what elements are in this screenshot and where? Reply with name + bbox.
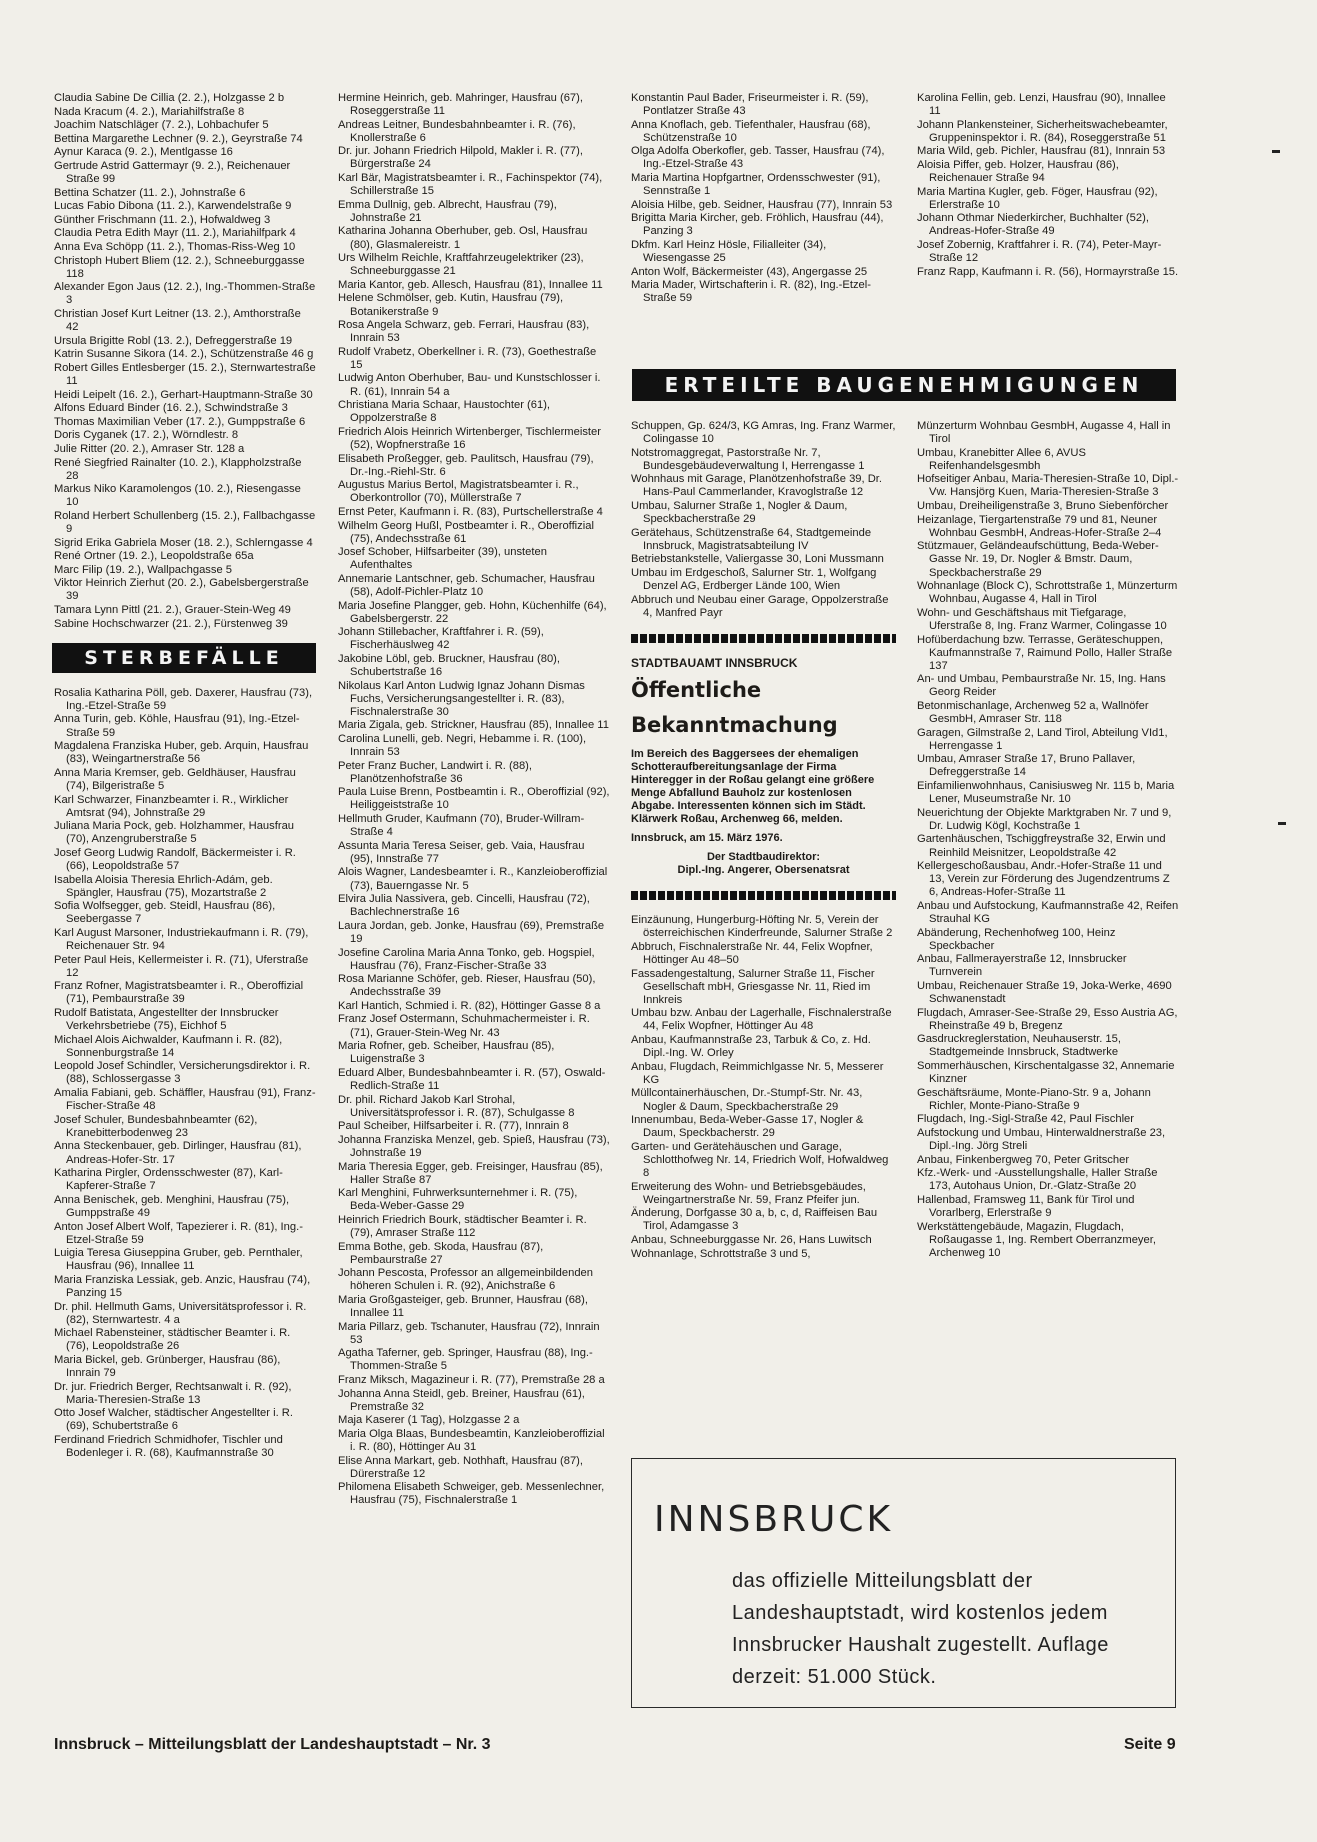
list-item: Johanna Franziska Menzel, geb. Spieß, Hausfrau (73), Johnstraße 19 — [338, 1133, 610, 1159]
column-2 — [338, 92, 610, 1508]
list-item: Karl Schwarzer, Finanzbeamter i. R., Wirklicher Amtsrat (94), Johnstraße 29 — [54, 793, 289, 819]
deaths-list-4 — [917, 92, 1179, 279]
list-item: Agatha Taferner, geb. Springer, Hausfrau (88), Ing.-Thommen-Straße 5 — [338, 1347, 593, 1373]
list-item: Maja Kaserer (1 Tag), Holzgasse 2 a — [338, 1414, 520, 1427]
notice-signer: Dipl.-Ing. Angerer, Obersenatsrat — [677, 864, 850, 877]
list-item: Hofseitiger Anbau, Maria-Theresien-Straße 10, Dipl.-Vw. Hansjörg Kuen, Maria-Theresien-Straße 3 — [917, 473, 1179, 499]
list-item: Claudia Petra Edith Mayr (11. 2.), Mariahilfpark 4 — [54, 227, 296, 240]
list-item: Michael Rabensteiner, städtischer Beamter i. R. (76), Leopoldstraße 26 — [54, 1327, 291, 1353]
list-item: Hofüberdachung bzw. Terrasse, Geräteschuppen, Kaufmannstraße 7, Raimund Pollo, Haller Straße 137 — [917, 633, 1173, 672]
list-item: Friedrich Alois Heinrich Wirtenberger, Tischlermeister (52), Wopfnerstraße 16 — [338, 425, 601, 451]
list-item: Wohnanlage (Block C), Schrottstraße 1, Münzerturm Wohnbau, Augasse 4, Hall in Tirol — [917, 580, 1178, 606]
list-item: Maria Großgasteiger, geb. Brunner, Hausfrau (68), Innallee 11 — [338, 1293, 588, 1320]
list-item: Flugdach, Amraser-See-Straße 29, Esso Austria AG, Rheinstraße 49 b, Bregenz — [917, 1006, 1178, 1032]
list-item: Josef Georg Ludwig Randolf, Bäckermeister i. R. (66), Leopoldstraße 57 — [54, 846, 296, 872]
list-item: Paula Luise Brenn, Postbeamtin i. R., Oberoffizial (92), Heiliggeiststraße 10 — [338, 786, 610, 812]
list-item: Bettina Schatzer (11. 2.), Johnstraße 6 — [54, 186, 246, 199]
list-item: René Siegfried Rainalter (10. 2.), Klappholzstraße 28 — [54, 456, 302, 482]
separator-rule — [631, 634, 896, 643]
list-item: Elise Anna Markart, geb. Nothhaft, Hausfrau (87), Dürerstraße 12 — [338, 1454, 584, 1480]
column-3 — [631, 92, 896, 306]
list-item: Umbau, Salurner Straße 1, Nogler & Daum, Speckbacherstraße 29 — [631, 500, 848, 526]
list-item: Anna Eva Schöpp (11. 2.), Thomas-Riss-Weg 10 — [54, 241, 296, 254]
list-item: Maria Bickel, geb. Grünberger, Hausfrau (86), Innrain 79 — [54, 1353, 281, 1380]
list-item: Heizanlage, Tiergartenstraße 79 und 81, Neuner Wohnbau GesmbH, Andreas-Hofer-Straße 2–4 — [917, 513, 1162, 539]
list-item: Dkfm. Karl Heinz Hösle, Filialleiter (34), Wiesengasse 25 — [631, 239, 827, 265]
list-item: Karl August Marsoner, Industriekaufmann i. R. (79), Reichenauer Str. 94 — [54, 926, 309, 953]
list-item: Hermine Heinrich, geb. Mahringer, Hausfrau (67), Roseggerstraße 11 — [338, 92, 583, 118]
list-item: Sabine Hochschwarzer (21. 2.), Fürstenweg 39 — [54, 617, 288, 630]
list-item: Konstantin Paul Bader, Friseurmeister i. R. (59), Pontlatzer Straße 43 — [631, 92, 869, 118]
column-1 — [54, 92, 316, 1461]
list-item: Maria Wild, geb. Pichler, Hausfrau (81), Innrain 53 — [917, 145, 1166, 158]
list-item: Sigrid Erika Gabriela Moser (18. 2.), Schlerngasse 4 — [54, 536, 313, 549]
list-item: Schuppen, Gp. 624/3, KG Amras, Ing. Franz Warmer, Colingasse 10 — [631, 420, 896, 446]
list-item: Laura Jordan, geb. Jonke, Hausfrau (69), Premstraße 19 — [338, 919, 605, 945]
list-item: Elisabeth Proßegger, geb. Paulitsch, Hausfrau (79), Dr.-Ing.-Riehl-Str. 6 — [338, 452, 594, 478]
list-item: Umbau, Kranebitter Allee 6, AVUS Reifenhandelsgesmbh — [917, 446, 1086, 472]
list-item: Aloisia Hilbe, geb. Seidner, Hausfrau (77), Innrain 53 — [631, 198, 893, 211]
list-item: Rosalia Katharina Pöll, geb. Daxerer, Hausfrau (73), Ing.-Etzel-Straße 59 — [54, 686, 313, 712]
list-item: Flugdach, Ing.-Sigl-Straße 42, Paul Fischler — [917, 1113, 1135, 1126]
list-item: Roland Herbert Schullenberg (15. 2.), Fallbachgasse 9 — [54, 509, 316, 535]
list-item: Franz Miksch, Magazineur i. R. (77), Premstraße 28 a — [338, 1374, 605, 1386]
notice-title-2: Bekanntmachung — [631, 713, 838, 737]
list-item: Anna Knoflach, geb. Tiefenthaler, Hausfrau (68), Schützenstraße 10 — [631, 118, 871, 144]
list-item: Heidi Leipelt (16. 2.), Gerhart-Hauptmann-Straße 30 — [54, 388, 313, 401]
list-item: Peter Franz Bucher, Landwirt i. R. (88), Planötzenhofstraße 36 — [338, 759, 532, 785]
list-item: Innenumbau, Beda-Weber-Gasse 17, Nogler & Daum, Speckbacherstr. 29 — [631, 1114, 864, 1140]
notice-title-1: Öffentliche — [631, 678, 762, 702]
list-item: Maria Kantor, geb. Allesch, Hausfrau (81), Innallee 11 — [338, 278, 603, 291]
list-item: Einfamilienwohnhaus, Canisiusweg Nr. 115 b, Maria Lener, Museumstraße Nr. 10 — [917, 780, 1175, 806]
separator-rule — [631, 891, 896, 900]
list-item: Maria Olga Blaas, Bundesbeamtin, Kanzleioberoffizial i. R. (80), Höttinger Au 31 — [338, 1427, 605, 1453]
list-item: Marc Filip (19. 2.), Wallpachgasse 5 — [54, 563, 233, 576]
list-item: Nikolaus Karl Anton Ludwig Ignaz Johann Dismas Fuchs, Versicherungsangestellter i. R. (83), Fischnalerstraße 30 — [338, 679, 585, 718]
info-box-text: das offizielle Mitteilungsblatt der Landeshauptstadt, wird kostenlos jedem Innsbrucker Haushalt zugestellt. Auflage derzeit: 51.000 Stück. — [732, 1570, 1109, 1688]
list-item: Otto Josef Walcher, städtischer Angestellter i. R. (69), Schubertstraße 6 — [54, 1407, 293, 1433]
list-item: Alfons Eduard Binder (16. 2.), Schwindstraße 3 — [54, 402, 288, 415]
list-item: Urs Wilhelm Reichle, Kraftfahrzeugelektriker (23), Schneeburggasse 21 — [338, 252, 584, 278]
list-item: Gertrude Astrid Gattermayr (9. 2.), Reichenauer Straße 99 — [54, 159, 291, 186]
list-item: Assunta Maria Teresa Seiser, geb. Vaia, Hausfrau (95), Innstraße 77 — [338, 839, 585, 865]
list-item: Franz Rofner, Magistratsbeamter i. R., Oberoffizial (71), Pembaurstraße 39 — [54, 980, 304, 1006]
list-item: Elvira Julia Nassivera, geb. Cincelli, Hausfrau (72), Bachlechnerstraße 16 — [338, 893, 590, 919]
notice-date: Innsbruck, am 15. März 1976. — [631, 832, 783, 844]
list-item: Günther Frischmann (11. 2.), Hofwaldweg 3 — [54, 213, 271, 226]
list-item: Abbruch, Fischnalerstraße Nr. 44, Felix Wopfner, Höttinger Au 48–50 — [631, 940, 873, 966]
list-item: Markus Niko Karamolengos (10. 2.), Riesengasse 10 — [54, 483, 301, 509]
list-item: Katharina Johanna Oberhuber, geb. Osl, Hausfrau (80), Glasmalereistr. 1 — [338, 225, 588, 251]
list-item: Ferdinand Friedrich Schmidhofer, Tischler und Bodenleger i. R. (68), Kaufmannstraße 30 — [54, 1434, 283, 1460]
list-item: Gasdruckreglerstation, Neuhauserstr. 15, Stadtgemeinde Innsbruck, Stadtwerke — [917, 1033, 1121, 1059]
notice-office: STADTBAUAMT INNSBRUCK — [631, 655, 798, 670]
list-item: Betriebstankstelle, Valiergasse 30, Loni Mussmann — [631, 553, 884, 566]
list-item: Neuerichtung der Objekte Marktgraben Nr. 7 und 9, Dr. Ludwig Kögl, Kochstraße 1 — [917, 806, 1172, 832]
list-item: Maria Josefine Plangger, geb. Hohn, Küchenhilfe (64), Gabelsbergerstr. 22 — [338, 599, 607, 625]
list-item: Ludwig Anton Oberhuber, Bau- und Kunstschlosser i. R. (61), Innrain 54 a — [338, 372, 601, 398]
list-item: Dr. jur. Friedrich Berger, Rechtsanwalt i. R. (92), Maria-Theresien-Straße 13 — [54, 1380, 292, 1406]
list-item: Robert Gilles Entlesberger (15. 2.), Sternwartestraße 11 — [54, 361, 316, 387]
list-item: Peter Paul Heis, Kellermeister i. R. (71), Uferstraße 12 — [54, 953, 309, 979]
list-item: Karl Menghini, Fuhrwerksunternehmer i. R. (75), Beda-Weber-Gasse 29 — [338, 1187, 578, 1213]
footer-publication: Innsbruck – Mitteilungsblatt der Landeshauptstadt – Nr. 3 — [54, 1736, 491, 1753]
list-item: Christiana Maria Schaar, Haustochter (61), Oppolzerstraße 8 — [338, 399, 551, 425]
list-item: Gartenhäuschen, Tschiggfreystraße 32, Erwin und Reinhild Meisnitzer, Leopoldstraße 42 — [917, 833, 1166, 859]
list-item: Karl Bär, Magistratsbeamter i. R., Fachinspektor (74), Schillerstraße 15 — [338, 172, 603, 198]
list-item: An- und Umbau, Pembaurstraße Nr. 15, Ing. Hans Georg Reider — [917, 673, 1166, 699]
list-item: Wilhelm Georg Hußl, Postbeamter i. R., Oberoffizial (75), Andechsstraße 61 — [338, 519, 594, 545]
list-item: Johann Plankensteiner, Sicherheitswachebeamter, Gruppeninspektor i. R. (84), Roseggerstraße 51 — [917, 118, 1168, 144]
list-item: Josefine Carolina Maria Anna Tonko, geb. Hogspiel, Hausfrau (76), Franz-Fischer-Straße 33 — [338, 946, 595, 972]
list-item: Olga Adolfa Oberkofler, geb. Tasser, Hausfrau (74), Ing.-Etzel-Straße 43 — [631, 145, 885, 171]
list-item: Andreas Leitner, Bundesbahnbeamter i. R. (76), Knollerstraße 6 — [338, 118, 576, 144]
list-item: Maria Rofner, geb. Scheiber, Hausfrau (85), Luigenstraße 3 — [338, 1040, 555, 1066]
list-item: Philomena Elisabeth Schweiger, geb. Messenlechner, Hausfrau (75), Fischnalerstraße 1 — [338, 1481, 605, 1507]
list-item: Dr. jur. Johann Friedrich Hilpold, Makler i. R. (77), Bürgerstraße 24 — [338, 145, 583, 171]
list-item: Juliana Maria Pock, geb. Holzhammer, Hausfrau (70), Anzengruberstraße 5 — [54, 820, 295, 846]
list-item: Erweiterung des Wohn- und Betriebsgebäudes, Weingartnerstraße Nr. 59, Franz Pfeifer jun. — [631, 1180, 866, 1206]
list-item: Julie Ritter (20. 2.), Amraser Str. 128 a — [54, 442, 245, 455]
list-item: Amalia Fabiani, geb. Schäffler, Hausfrau (91), Franz-Fischer-Straße 48 — [54, 1087, 316, 1113]
info-box-title: INNSBRUCK — [654, 1499, 894, 1540]
deaths-list-3 — [631, 92, 896, 306]
footer-page-number: Seite 9 — [1124, 1736, 1176, 1753]
list-item: Johann Othmar Niederkircher, Buchhalter (52), Andreas-Hofer-Straße 49 — [917, 212, 1149, 238]
list-item: Christoph Hubert Bliem (12. 2.), Schneeburggasse 118 — [54, 254, 305, 280]
section-title-building-permits: ERTEILTE BAUGENEHMIGUNGEN — [632, 369, 1176, 401]
list-item: Christian Josef Kurt Leitner (13. 2.), Amthorstraße 42 — [54, 308, 301, 334]
list-item: Annemarie Lantschner, geb. Schumacher, Hausfrau (58), Adolf-Pichler-Platz 10 — [338, 572, 595, 598]
list-item: Isabella Aloisia Theresia Ehrlich-Adám, geb. Spängler, Hausfrau (75), Mozartstraße 2 — [54, 873, 273, 899]
list-item: Maria Pillarz, geb. Tschanuter, Hausfrau (72), Innrain 53 — [338, 1320, 600, 1346]
section-title-deaths: STERBEFÄLLE — [52, 643, 316, 673]
list-item: Anton Josef Albert Wolf, Tapezierer i. R. (81), Ing.-Etzel-Straße 59 — [54, 1220, 303, 1246]
births-list — [54, 92, 316, 631]
list-item: Umbau, Amraser Straße 17, Bruno Pallaver, Defreggerstraße 14 — [917, 753, 1136, 779]
list-item: Rosa Marianne Schöfer, geb. Rieser, Hausfrau (50), Andechsstraße 39 — [338, 973, 596, 999]
list-item: Maria Franziska Lessiak, geb. Anzic, Hausfrau (74), Panzing 15 — [54, 1273, 311, 1299]
list-item: Luigia Teresa Giuseppina Gruber, geb. Pernthaler, Hausfrau (96), Innallee 11 — [54, 1247, 303, 1273]
list-item: Nada Kracum (4. 2.), Mariahilfstraße 8 — [54, 105, 245, 118]
list-item: Anna Steckenbauer, geb. Dirlinger, Hausfrau (81), Andreas-Hofer-Str. 17 — [54, 1140, 302, 1166]
list-item: Sommerhäuschen, Kirschentalgasse 32, Annemarie Kinzner — [917, 1060, 1175, 1086]
list-item: Maria Theresia Egger, geb. Freisinger, Hausfrau (85), Haller Straße 87 — [338, 1160, 603, 1186]
deaths-list-1 — [54, 687, 316, 1460]
list-item: Umbau, Reichenauer Straße 19, Joka-Werke, 4690 Schwanenstadt — [917, 979, 1172, 1006]
list-item: Claudia Sabine De Cillia (2. 2.), Holzgasse 2 b — [54, 92, 285, 104]
list-item: Garagen, Gilmstraße 2, Land Tirol, Abteilung VId1, Herrengasse 1 — [917, 726, 1168, 752]
list-item: Katrin Susanne Sikora (14. 2.), Schützenstraße 46 g — [54, 348, 314, 361]
list-item: Anbau, Kaufmannstraße 23, Tarbuk & Co, z. Hd. Dipl.-Ing. W. Orley — [631, 1034, 871, 1060]
list-item: Alois Wagner, Landesbeamter i. R., Kanzleioberoffizial (73), Bauerngasse Nr. 5 — [338, 866, 608, 892]
list-item: Wohnhaus mit Garage, Planötzenhofstraße 39, Dr. Hans-Paul Cammerlander, Kravoglstraße 12 — [631, 473, 883, 499]
list-item: Anbau, Fallmerayerstraße 12, Innsbrucker Turnverein — [917, 953, 1127, 979]
list-item: Heinrich Friedrich Bourk, städtischer Beamter i. R. (79), Amraser Straße 112 — [338, 1213, 587, 1239]
list-item: Emma Dullnig, geb. Albrecht, Hausfrau (79), Johnstraße 21 — [338, 198, 557, 224]
list-item: Helene Schmölser, geb. Kutin, Hausfrau (79), Botanikerstraße 9 — [338, 292, 564, 318]
list-item: Tamara Lynn Pittl (21. 2.), Grauer-Stein-Weg 49 — [54, 604, 291, 617]
public-notice — [631, 657, 896, 877]
list-item: Josef Zobernig, Kraftfahrer i. R. (74), Peter-Mayr-Straße 12 — [917, 239, 1162, 265]
list-item: Eduard Alber, Bundesbahnbeamter i. R. (57), Oswald-Redlich-Straße 11 — [338, 1066, 606, 1092]
list-item: Josef Schober, Hilfsarbeiter (39), unsteten Aufenthaltes — [338, 546, 547, 572]
list-item: Thomas Maximilian Veber (17. 2.), Gumppstraße 6 — [54, 415, 306, 428]
list-item: Umbau bzw. Anbau der Lagerhalle, Fischnalerstraße 44, Felix Wopfner, Höttinger Au 48 — [631, 1007, 892, 1033]
permits-right-column — [917, 420, 1179, 1260]
column-4 — [917, 92, 1179, 279]
list-item: Kfz.-Werk- und -Ausstellungshalle, Haller Straße 173, Autohaus Union, Dr.-Glatz-Straße 20 — [917, 1167, 1158, 1193]
list-item: Josef Schuler, Bundesbahnbeamter (62), Kranebitterbodenweg 23 — [54, 1113, 258, 1139]
permits-left-column — [631, 420, 896, 1261]
list-item: Betonmischanlage, Archenweg 52 a, Wallnöfer GesmbH, Amraser Str. 118 — [917, 699, 1149, 726]
list-item: Anbau, Schneeburggasse Nr. 26, Hans Luwitsch — [631, 1233, 872, 1246]
list-item: Karl Hantich, Schmied i. R. (82), Höttinger Gasse 8 a — [338, 999, 601, 1012]
list-item: Johann Stillebacher, Kraftfahrer i. R. (59), Fischerhäuslweg 42 — [338, 626, 544, 652]
list-item: Umbau im Erdgeschoß, Salurner Str. 1, Wolfgang Denzel AG, Erdberger Lände 100, Wien — [631, 567, 877, 593]
list-item: Aloisia Piffer, geb. Holzer, Hausfrau (86), Reichenauer Straße 94 — [917, 158, 1119, 185]
list-item: Augustus Marius Bertol, Magistratsbeamter i. R., Oberkontrollor (70), Müllerstraße 7 — [338, 479, 579, 505]
permits-list-left-top — [631, 420, 896, 620]
list-item: Maria Mader, Wirtschafterin i. R. (82), Ing.-Etzel-Straße 59 — [631, 279, 871, 305]
list-item: Lucas Fabio Dibona (11. 2.), Karwendelstraße 9 — [54, 200, 292, 213]
list-item: Münzerturm Wohnbau GesmbH, Augasse 4, Hall in Tirol — [917, 420, 1171, 446]
list-item: Kellergeschoßausbau, Andr.-Hofer-Straße 11 und 13, Verein zur Förderung des Jugendzentrums Z 6, Andreas-Hofer-Straße 11 — [917, 860, 1170, 899]
list-item: Maria Martina Hopfgartner, Ordensschwester (91), Sennstraße 1 — [631, 172, 881, 198]
list-item: Rudolf Vrabetz, Oberkellner i. R. (73), Goethestraße 15 — [338, 345, 597, 371]
list-item: Änderung, Dorfgasse 30 a, b, c, d, Raiffeisen Bau Tirol, Adamgasse 3 — [631, 1207, 878, 1233]
list-item: Gerätehaus, Schützenstraße 64, Stadtgemeinde Innsbruck, Magistratsabteilung IV — [631, 526, 872, 552]
permits-list-right — [917, 420, 1179, 1260]
list-item: Einzäunung, Hungerburg-Höfting Nr. 5, Verein der österreichischen Kinderfreunde, Salurner Straße 2 — [631, 914, 893, 940]
list-item: Johanna Anna Steidl, geb. Breiner, Hausfrau (61), Premstraße 32 — [338, 1387, 585, 1413]
list-item: Abbruch und Neubau einer Garage, Oppolzerstraße 4, Manfred Payr — [631, 593, 889, 619]
list-item: Michael Alois Aichwalder, Kaufmann i. R. (82), Sonnenburgstraße 14 — [54, 1033, 283, 1059]
list-item: Jakobine Löbl, geb. Bruckner, Hausfrau (80), Schubertstraße 16 — [338, 652, 561, 679]
list-item: Johann Pescosta, Professor an allgemeinbildenden höheren Schulen i. R. (92), Anichstraße 6 — [338, 1267, 593, 1293]
list-item: Paul Scheiber, Hilfsarbeiter i. R. (77), Innrain 8 — [338, 1120, 569, 1133]
list-item: Hallenbad, Framsweg 11, Bank für Tirol und Vorarlberg, Erlerstraße 9 — [917, 1193, 1135, 1220]
margin-mark — [1278, 822, 1286, 825]
list-item: Anbau und Aufstockung, Kaufmannstraße 42, Reifen Strauhal KG — [917, 899, 1179, 925]
list-item: Doris Cyganek (17. 2.), Wörndlestr. 8 — [54, 429, 239, 442]
list-item: René Ortner (19. 2.), Leopoldstraße 65a — [54, 550, 254, 563]
list-item: Hellmuth Gruder, Kaufmann (70), Bruder-Willram-Straße 4 — [338, 813, 585, 839]
list-item: Bettina Margarethe Lechner (9. 2.), Geyrstraße 74 — [54, 132, 303, 145]
list-item: Katharina Pirgler, Ordensschwester (87), Karl-Kapferer-Straße 7 — [54, 1167, 283, 1193]
list-item: Anbau, Flugdach, Reimmichlgasse Nr. 5, Messerer KG — [631, 1060, 884, 1086]
notice-signer-role: Der Stadtbaudirektor: — [706, 851, 821, 863]
list-item: Fassadengestaltung, Salurner Straße 11, Fischer Gesellschaft mbH, Griesgasse Nr. 11, Ried im Innkreis — [631, 967, 875, 1006]
list-item: Ursula Brigitte Robl (13. 2.), Defreggerstraße 19 — [54, 334, 293, 347]
list-item: Anna Benischek, geb. Menghini, Hausfrau (75), Gumppstraße 49 — [54, 1193, 290, 1219]
list-item: Franz Rapp, Kaufmann i. R. (56), Hormayrstraße 15. — [917, 265, 1179, 278]
list-item: Geschäftsräume, Monte-Piano-Str. 9 a, Johann Richler, Monte-Piano-Straße 9 — [917, 1086, 1151, 1112]
list-item: Emma Bothe, geb. Skoda, Hausfrau (87), Pembaurstraße 27 — [338, 1240, 544, 1266]
list-item: Umbau, Dreiheiligenstraße 3, Bruno Siebenförcher — [917, 500, 1169, 513]
list-item: Maria Zigala, geb. Strickner, Hausfrau (85), Innallee 11 — [338, 719, 609, 732]
list-item: Sofia Wolfsegger, geb. Steidl, Hausfrau (86), Seebergasse 7 — [54, 900, 276, 926]
list-item: Joachim Natschläger (7. 2.), Lohbachufer 5 — [54, 119, 269, 132]
list-item: Müllcontainerhäuschen, Dr.-Stumpf-Str. Nr. 43, Nogler & Daum, Speckbacherstraße 29 — [631, 1087, 863, 1113]
list-item: Aufstockung und Umbau, Hinterwaldnerstraße 23, Dipl.-Ing. Jörg Streli — [917, 1126, 1166, 1153]
notice-body: Im Bereich des Baggersees der ehemaligen Schotteraufbereitungsanlage der Firma Hinteregger in der Roßau gelangt eine größere Menge Abfallund Bauholz zur kostenlosen Abgabe. Interessenten können sich im Städt. Klärwerk Roßau, Archenweg 66, melden. — [631, 748, 875, 825]
list-item: Anna Turin, geb. Köhle, Hausfrau (91), Ing.-Etzel-Straße 59 — [54, 713, 300, 739]
permits-list-left-bottom — [631, 914, 896, 1260]
list-item: Abänderung, Rechenhofweg 100, Heinz Speckbacher — [917, 926, 1116, 952]
list-item: Franz Josef Ostermann, Schuhmachermeister i. R. (71), Grauer-Stein-Weg Nr. 43 — [338, 1013, 590, 1039]
list-item: Notstromaggregat, Pastorstraße Nr. 7, Bundesgebäudeverwaltung I, Herrengasse 1 — [631, 446, 865, 472]
list-item: Dr. phil. Hellmuth Gams, Universitätsprofessor i. R. (82), Sternwartestr. 4 a — [54, 1300, 307, 1326]
list-item: Wohnanlage, Schrottstraße 3 und 5, — [631, 1247, 811, 1260]
list-item: Leopold Josef Schindler, Versicherungsdirektor i. R. (88), Schlossergasse 3 — [54, 1060, 311, 1086]
list-item: Maria Martina Kugler, geb. Föger, Hausfrau (92), Erlerstraße 10 — [917, 185, 1158, 211]
list-item: Werkstättengebäude, Magazin, Flugdach, Roßaugasse 1, Ing. Rembert Oberranzmeyer, Archenweg 10 — [917, 1220, 1156, 1259]
list-item: Aynur Karaca (9. 2.), Mentlgasse 16 — [54, 146, 233, 159]
margin-mark — [1272, 150, 1280, 153]
list-item: Brigitta Maria Kircher, geb. Fröhlich, Hausfrau (44), Panzing 3 — [631, 212, 884, 238]
list-item: Magdalena Franziska Huber, geb. Arquin, Hausfrau (83), Weingartnerstraße 56 — [54, 740, 309, 766]
deaths-list-2 — [338, 92, 610, 1507]
list-item: Dr. phil. Richard Jakob Karl Strohal, Universitätsprofessor i. R. (87), Schulgasse 8 — [338, 1093, 575, 1119]
info-box — [631, 1458, 1176, 1708]
list-item: Viktor Heinrich Zierhut (20. 2.), Gabelsbergerstraße 39 — [54, 577, 309, 603]
list-item: Rudolf Batistata, Angestellter der Innsbrucker Verkehrsbetriebe (75), Eichhof 5 — [54, 1007, 279, 1033]
list-item: Ernst Peter, Kaufmann i. R. (83), Purtschellerstraße 4 — [338, 505, 603, 518]
list-item: Stützmauer, Geländeaufschüttung, Beda-Weber-Gasse Nr. 19, Dr. Nogler & Bmstr. Daum, Speckbacherstraße 29 — [917, 540, 1159, 579]
list-item: Garten- und Gerätehäuschen und Garage, Schlotthofweg Nr. 14, Friedrich Wolf, Hofwaldweg 8 — [631, 1140, 889, 1179]
list-item: Anton Wolf, Bäckermeister (43), Angergasse 25 — [631, 265, 868, 278]
list-item: Carolina Lunelli, geb. Negri, Hebamme i. R. (100), Innrain 53 — [338, 733, 587, 759]
list-item: Alexander Egon Jaus (12. 2.), Ing.-Thommen-Straße 3 — [54, 281, 316, 307]
list-item: Karolina Fellin, geb. Lenzi, Hausfrau (90), Innallee 11 — [917, 92, 1166, 118]
list-item: Rosa Angela Schwarz, geb. Ferrari, Hausfrau (83), Innrain 53 — [338, 319, 590, 345]
list-item: Anbau, Finkenbergweg 70, Peter Gritscher — [917, 1153, 1130, 1166]
list-item: Wohn- und Geschäftshaus mit Tiefgarage, Uferstraße 8, Ing. Franz Warmer, Colingasse 10 — [917, 606, 1167, 632]
list-item: Anna Maria Kremser, geb. Geldhäuser, Hausfrau (74), Bilgeristraße 5 — [54, 766, 296, 792]
